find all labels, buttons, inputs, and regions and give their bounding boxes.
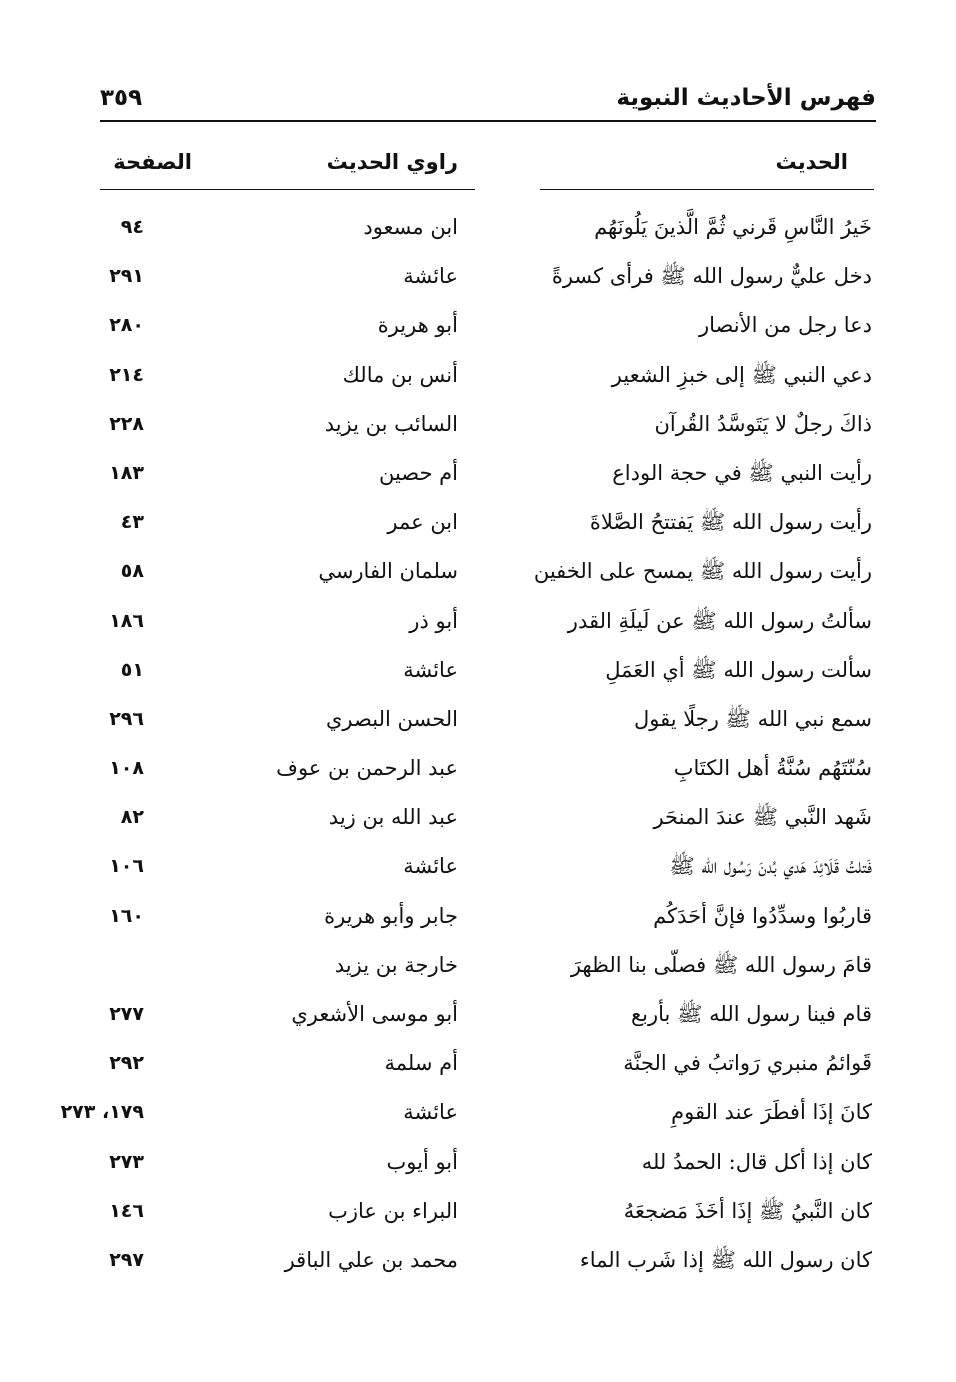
hadith-text: كان إذا أكل قال: الحمدُ لله bbox=[641, 1149, 872, 1174]
hadith-text: ذاكَ رجلٌ لا يَتَوسَّدُ القُرآن bbox=[654, 411, 872, 436]
page-reference: ٥٨ bbox=[120, 560, 144, 583]
narrator-name: جابر وأبو هريرة bbox=[324, 903, 458, 928]
hadith-text: رأيت رسول الله ﷺ يَفتتحُ الصَّلاةَ bbox=[589, 510, 872, 535]
narrator-name: عائشة bbox=[403, 657, 458, 682]
narrator-name: أم سلمة bbox=[384, 1051, 458, 1076]
hadith-text: فَتلتُ قَلَائِدَ هَدي بُدنَ رَسُول الله ﷺ bbox=[669, 854, 872, 879]
page-reference: ٢٩١ bbox=[109, 265, 144, 288]
table-row bbox=[0, 843, 956, 892]
table-row bbox=[0, 893, 956, 942]
page-reference: ١٠٦ bbox=[109, 855, 144, 878]
hadith-text: دعي النبي ﷺ إلى خبزِ الشعير bbox=[611, 362, 872, 387]
narrator-name: ابن عمر bbox=[387, 510, 458, 535]
narrator-name: عائشة bbox=[403, 854, 458, 879]
table-row bbox=[0, 647, 956, 696]
table-row bbox=[0, 1188, 956, 1237]
narrator-name: عائشة bbox=[403, 1100, 458, 1125]
column-rule-narrator-page bbox=[100, 189, 475, 190]
header-rule bbox=[100, 120, 876, 122]
hadith-text: رأيت النبي ﷺ في حجة الوداع bbox=[612, 460, 872, 485]
page-reference: ٢٧٣ bbox=[109, 1150, 144, 1173]
page-number: ٣٥٩ bbox=[100, 85, 143, 111]
table-row bbox=[0, 1089, 956, 1138]
page-reference: ٢٨٠ bbox=[109, 314, 144, 337]
column-header-narrator: راوي الحديث bbox=[326, 150, 458, 174]
table-row bbox=[0, 1237, 956, 1286]
table-row bbox=[0, 991, 956, 1040]
hadith-text: سألت رسول الله ﷺ أي العَمَلِ bbox=[605, 657, 872, 682]
page-reference: ٩٤ bbox=[120, 216, 144, 238]
table-row bbox=[0, 204, 956, 253]
narrator-name: البراء بن عازب bbox=[328, 1198, 458, 1223]
page-reference: ٤٣ bbox=[120, 511, 144, 534]
table-row bbox=[0, 794, 956, 843]
page-reference: ٢٩٧ bbox=[109, 1248, 144, 1271]
hadith-text: دخل عليٌّ رسول الله ﷺ فرأى كسرةً bbox=[551, 264, 872, 289]
table-row bbox=[0, 352, 956, 401]
page-reference: ١٧٩، ٢٧٣ bbox=[60, 1101, 144, 1124]
narrator-name: عبد الله بن زيد bbox=[328, 805, 458, 830]
hadith-text: رأيت رسول الله ﷺ يمسح على الخفين bbox=[533, 559, 872, 584]
hadith-text: كان رسول الله ﷺ إذا شَرب الماء bbox=[579, 1247, 872, 1272]
narrator-name: أم حصين bbox=[378, 460, 458, 485]
page-reference: ١٦٠ bbox=[109, 904, 144, 927]
table-row bbox=[0, 942, 956, 991]
narrator-name: عائشة bbox=[403, 264, 458, 289]
hadith-text: كانَ إذَا أفطَرَ عند القومِ bbox=[671, 1100, 872, 1125]
table-row bbox=[0, 401, 956, 450]
narrator-name: ابن مسعود bbox=[363, 215, 458, 239]
narrator-name: أبو موسى الأشعري bbox=[291, 1002, 458, 1026]
column-header-hadith: الحديث bbox=[775, 150, 848, 174]
table-row bbox=[0, 548, 956, 597]
page-reference: ٢١٤ bbox=[109, 363, 144, 386]
table-row bbox=[0, 696, 956, 745]
hadith-text: سمع نبي الله ﷺ رجلًا يقول bbox=[633, 706, 872, 731]
table-row bbox=[0, 1139, 956, 1188]
page-reference: ٢٢٨ bbox=[109, 412, 144, 435]
page-reference: ٢٩٦ bbox=[109, 707, 144, 730]
narrator-name: سلمان الفارسي bbox=[318, 559, 458, 584]
narrator-name: أبو ذر bbox=[409, 608, 458, 633]
narrator-name: أبو أيوب bbox=[386, 1149, 458, 1174]
running-title: فهرس الأحاديث النبوية bbox=[616, 85, 876, 111]
table-row bbox=[0, 450, 956, 499]
page-reference: ٥١ bbox=[120, 658, 144, 681]
running-head bbox=[100, 78, 876, 118]
hadith-text: قامَ رسول الله ﷺ فصلّى بنا الظهرَ bbox=[570, 952, 872, 977]
hadith-text: سألتُ رسول الله ﷺ عن لَيلَةِ القدر bbox=[567, 608, 872, 633]
table-row bbox=[0, 302, 956, 351]
hadith-text: شَهد النَّبي ﷺ عندَ المنحَر bbox=[653, 805, 872, 830]
narrator-name: أنس بن مالك bbox=[342, 362, 458, 387]
table-row bbox=[0, 745, 956, 794]
column-header-page: الصفحة bbox=[113, 150, 192, 174]
narrator-name: السائب بن يزيد bbox=[324, 411, 458, 436]
column-rule-hadith bbox=[540, 189, 874, 190]
hadith-text: خَيرُ النَّاسِ قَرني ثُمَّ الَّذينَ يَلُونَهُم bbox=[594, 215, 872, 239]
page-reference: ١٤٦ bbox=[109, 1199, 144, 1222]
hadith-text: دعا رجل من الأنصار bbox=[699, 313, 872, 338]
page-reference: ٢٧٧ bbox=[109, 1003, 144, 1025]
hadith-text: كان النَّبيُ ﷺ إذَا أخَذَ مَضجعَهُ bbox=[623, 1198, 872, 1223]
hadith-text: قاربُوا وسدِّدُوا فإنَّ أحَدَكُم bbox=[653, 903, 872, 928]
hadith-text: سُنّتَهُم سُنَّةُ أهل الكتَابِ bbox=[673, 756, 872, 781]
table-row bbox=[0, 253, 956, 302]
page-reference: ١٨٣ bbox=[109, 461, 144, 484]
page-reference: ١٨٦ bbox=[109, 609, 144, 632]
table-row bbox=[0, 1040, 956, 1089]
page-reference: ٨٢ bbox=[120, 806, 144, 829]
narrator-name: محمد بن علي الباقر bbox=[284, 1247, 458, 1272]
index-table bbox=[0, 204, 956, 1286]
narrator-name: خارجة بن يزيد bbox=[334, 952, 458, 977]
page-reference: ٢٩٢ bbox=[109, 1052, 144, 1075]
narrator-name: الحسن البصري bbox=[326, 706, 458, 731]
hadith-text: قَوائمُ منبري رَواتبُ في الجنَّة bbox=[623, 1051, 872, 1076]
column-headers bbox=[0, 150, 956, 190]
page-reference: ١٠٨ bbox=[109, 757, 144, 780]
hadith-text: قام فينا رسول الله ﷺ بأربع bbox=[631, 1002, 872, 1026]
narrator-name: عبد الرحمن بن عوف bbox=[276, 756, 458, 781]
table-row bbox=[0, 499, 956, 548]
table-row bbox=[0, 598, 956, 647]
narrator-name: أبو هريرة bbox=[377, 313, 458, 338]
